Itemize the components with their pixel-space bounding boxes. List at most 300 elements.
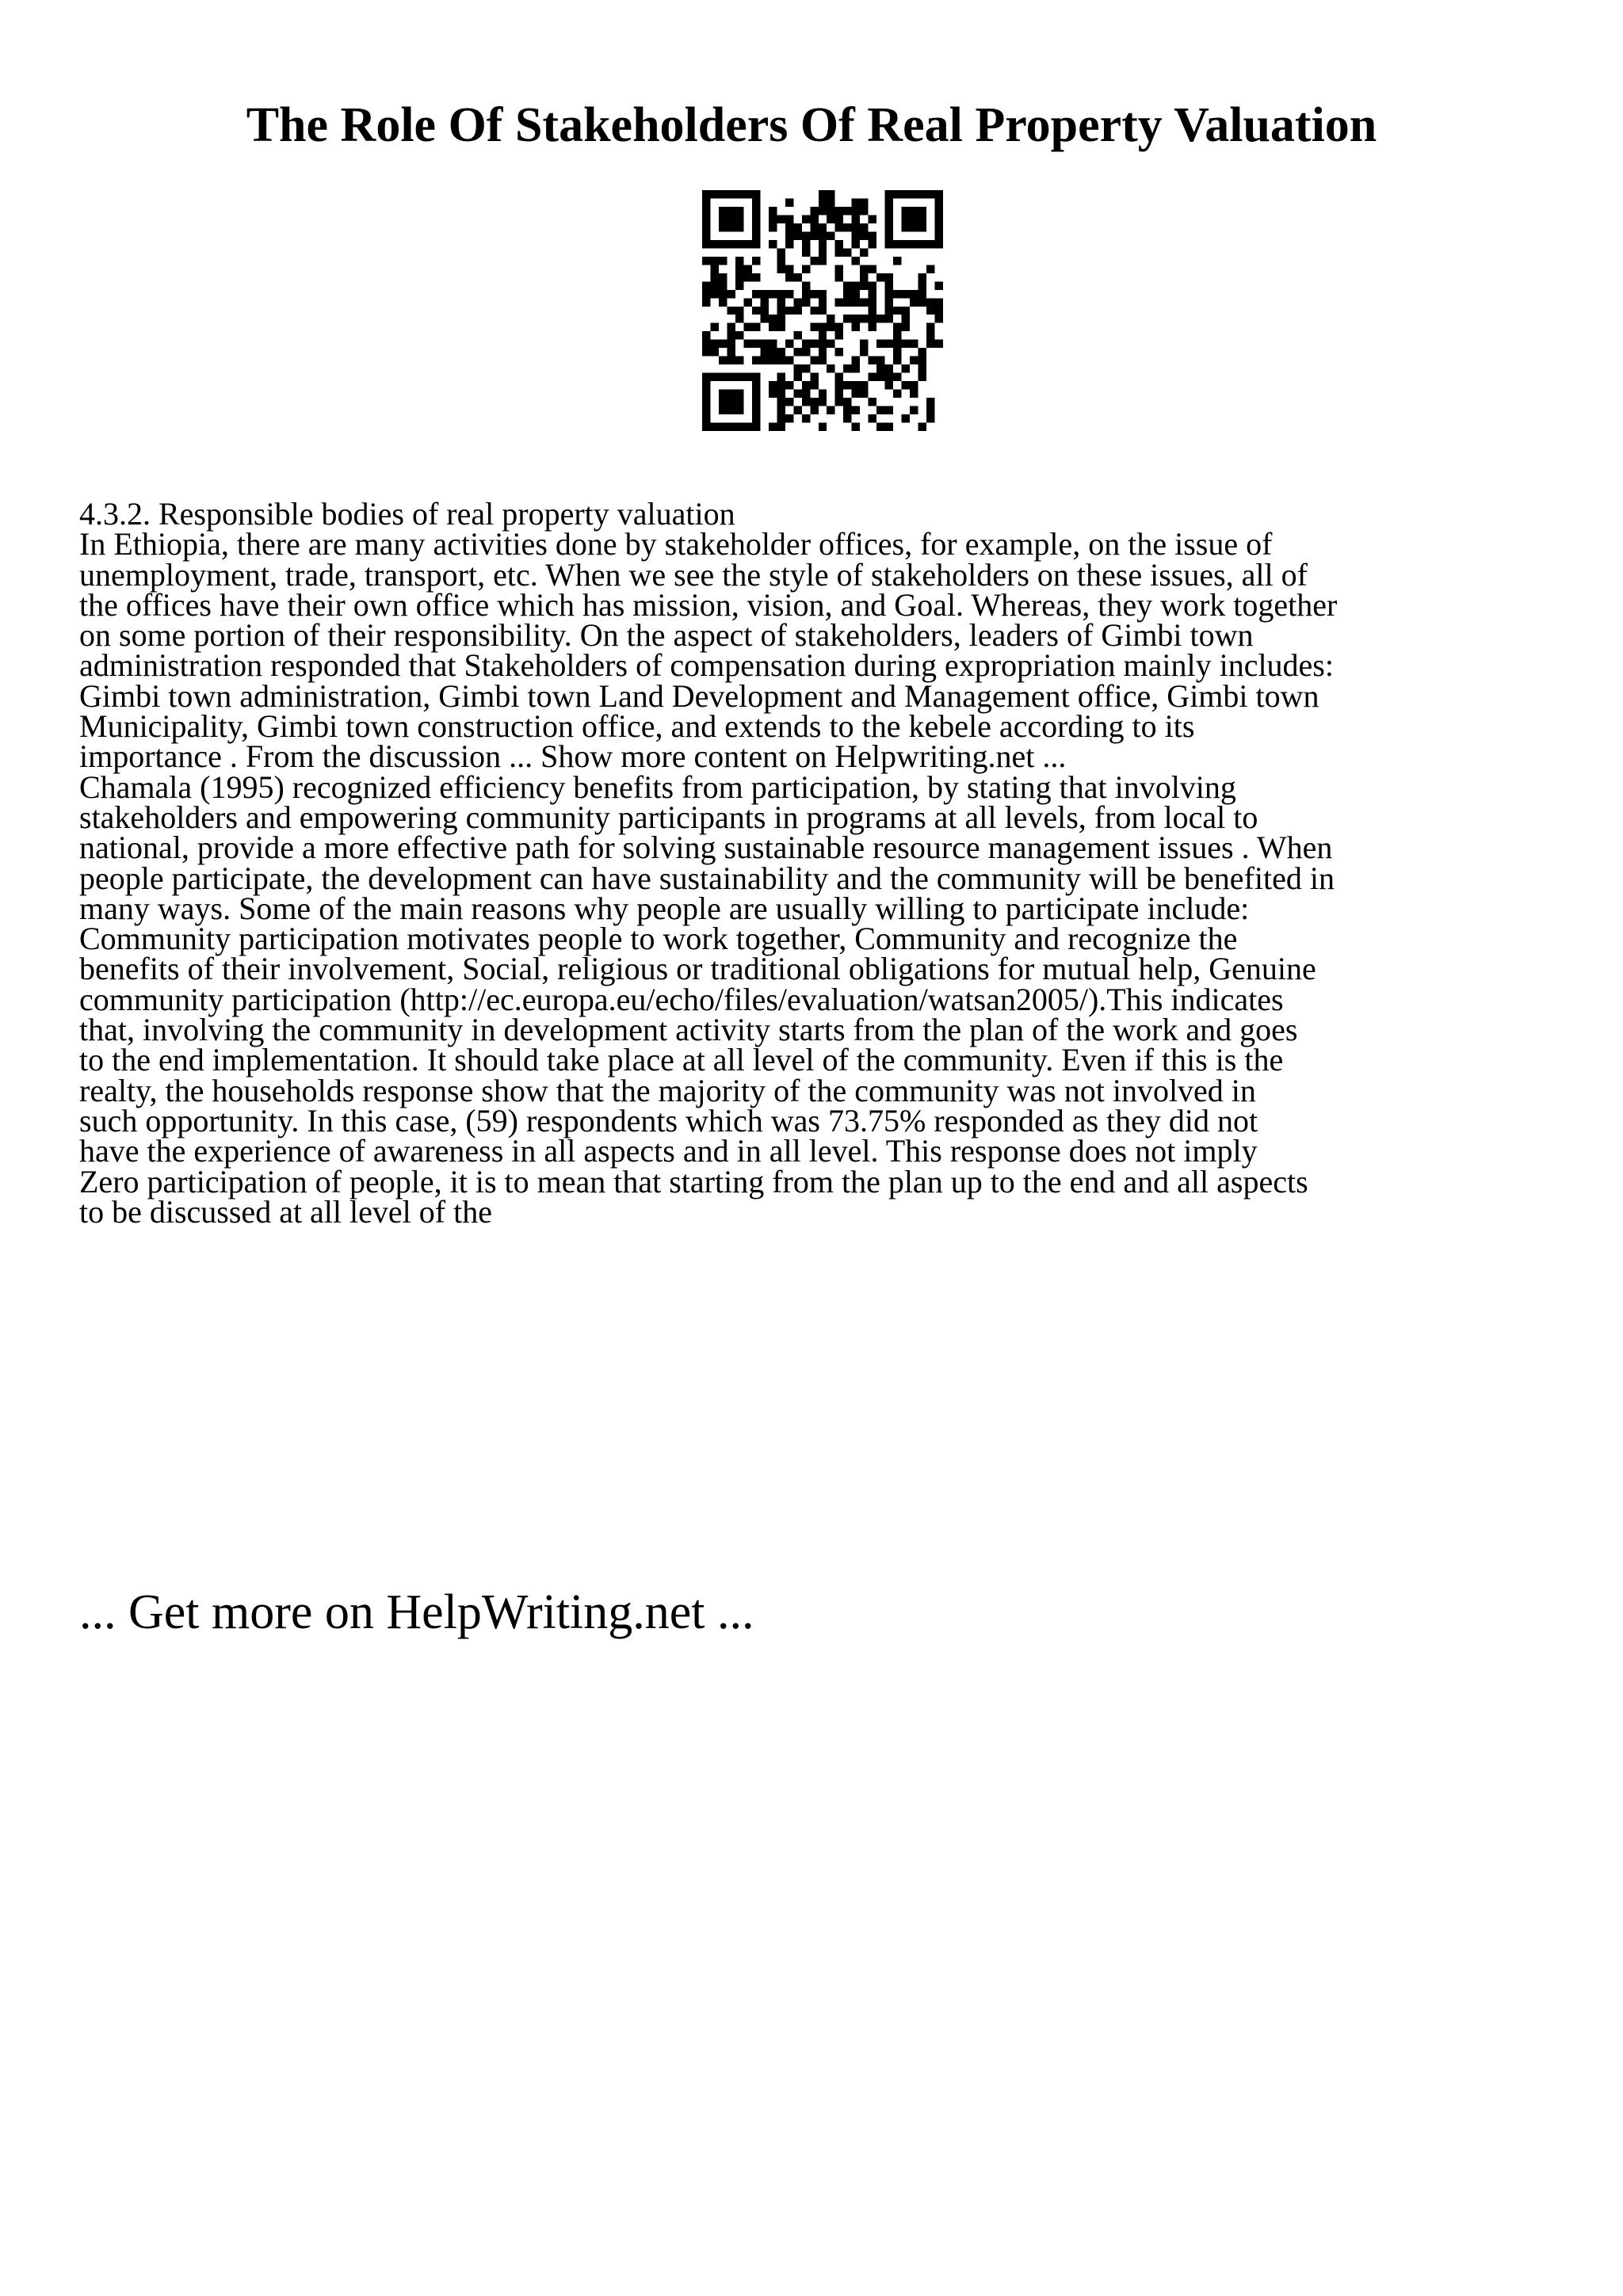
qr-module: [735, 307, 743, 315]
qr-module: [835, 390, 843, 398]
qr-module: [885, 373, 893, 381]
qr-module: [735, 223, 743, 231]
body-line: Chamala (1995) recognized efficiency benefits from participation, by stating that involving: [79, 769, 1236, 805]
qr-module: [843, 381, 851, 389]
qr-module: [802, 390, 810, 398]
qr-module: [727, 340, 735, 348]
qr-module: [902, 190, 910, 198]
qr-module: [926, 307, 934, 315]
qr-module: [860, 265, 868, 273]
qr-module: [810, 323, 818, 331]
body-line: the offices have their own office which has mission, vision, and Goal. Whereas, they work together: [79, 586, 1338, 623]
qr-module: [902, 414, 910, 422]
qr-module: [785, 215, 793, 223]
qr-module: [926, 190, 934, 198]
qr-module: [869, 357, 876, 364]
qr-module: [777, 398, 785, 406]
qr-module: [785, 398, 793, 406]
qr-module: [860, 381, 868, 389]
qr-module: [852, 423, 860, 431]
qr-module: [735, 207, 743, 215]
qr-module: [910, 406, 918, 414]
qr-module: [935, 281, 943, 289]
qr-module: [802, 248, 810, 256]
qr-module: [835, 331, 843, 339]
qr-module: [719, 340, 727, 348]
qr-module: [743, 340, 751, 348]
qr-module: [885, 364, 893, 372]
qr-module: [926, 265, 934, 273]
qr-module: [869, 315, 876, 322]
qr-module: [885, 381, 893, 389]
body-line: 4.3.2. Responsible bodies of real property valuation: [79, 496, 735, 532]
qr-module: [910, 381, 918, 389]
qr-module: [876, 315, 884, 322]
qr-module: [885, 406, 893, 414]
qr-module: [727, 223, 735, 231]
qr-module: [810, 357, 818, 364]
qr-module: [785, 414, 793, 422]
qr-module: [827, 215, 834, 223]
qr-module: [727, 390, 735, 398]
qr-module: [819, 398, 827, 406]
qr-module: [777, 357, 785, 364]
qr-module: [835, 348, 843, 356]
qr-module: [702, 281, 710, 289]
qr-module: [752, 340, 760, 348]
body-line: Community participation motivates people to work together, Community and recognize the: [79, 921, 1238, 957]
qr-module: [810, 231, 818, 239]
qr-module: [843, 248, 851, 256]
qr-module: [810, 290, 818, 298]
qr-module: [893, 331, 901, 339]
qr-module: [802, 340, 810, 348]
qr-module: [819, 390, 827, 398]
qr-module: [852, 198, 860, 206]
qr-module: [843, 364, 851, 372]
qr-module: [852, 281, 860, 289]
qr-module: [876, 273, 884, 281]
qr-module: [760, 315, 768, 322]
body-line: many ways. Some of the main reasons why people are usually willing to participate include:: [79, 890, 1250, 926]
qr-module: [810, 373, 818, 381]
qr-module: [760, 298, 768, 306]
qr-module: [843, 290, 851, 298]
qr-module: [710, 257, 718, 265]
qr-module: [752, 373, 760, 381]
qr-module: [843, 281, 851, 289]
qr-module: [935, 215, 943, 223]
qr-module: [785, 223, 793, 231]
qr-module: [777, 290, 785, 298]
qr-module: [735, 423, 743, 431]
qr-module: [860, 248, 868, 256]
qr-module: [819, 348, 827, 356]
body-line: national, provide a more effective path for solving sustainable resource management issues . When: [79, 830, 1333, 866]
qr-module: [793, 298, 801, 306]
qr-module: [852, 315, 860, 322]
qr-module: [719, 423, 727, 431]
qr-module: [702, 207, 710, 215]
body-line: realty, the households response show that the majority of the community was not involved in: [79, 1072, 1256, 1108]
qr-module: [719, 273, 727, 281]
qr-module: [769, 223, 777, 231]
qr-module: [926, 240, 934, 248]
qr-module: [752, 290, 760, 298]
qr-module: [777, 248, 785, 256]
qr-module: [743, 423, 751, 431]
qr-module: [727, 373, 735, 381]
body-line: on some portion of their responsibility. On the aspect of stakeholders, leaders of Gimbi town: [79, 617, 1254, 654]
qr-module: [885, 281, 893, 289]
body-line: unemployment, trade, transport, etc. When we see the style of stakeholders on these issues, all of: [79, 556, 1308, 593]
qr-module: [876, 423, 884, 431]
qr-module: [769, 323, 777, 331]
qr-module: [735, 315, 743, 322]
qr-module: [860, 340, 868, 348]
qr-module: [802, 414, 810, 422]
qr-module: [926, 298, 934, 306]
qr-module: [926, 323, 934, 331]
qr-module: [719, 257, 727, 265]
qr-module: [926, 406, 934, 414]
qr-module: [752, 190, 760, 198]
qr-module: [926, 414, 934, 422]
qr-module: [777, 423, 785, 431]
qr-module: [777, 414, 785, 422]
qr-module: [893, 323, 901, 331]
qr-module: [752, 398, 760, 406]
qr-module: [918, 348, 926, 356]
qr-module: [727, 307, 735, 315]
qr-module: [710, 348, 718, 356]
qr-module: [727, 323, 735, 331]
qr-module: [860, 298, 868, 306]
qr-module: [885, 190, 893, 198]
qr-module: [752, 357, 760, 364]
qr-module: [769, 423, 777, 431]
qr-module: [785, 240, 793, 248]
qr-module: [710, 281, 718, 289]
qr-module: [869, 307, 876, 315]
qr-module: [869, 323, 876, 331]
qr-module: [827, 406, 834, 414]
qr-module: [793, 331, 801, 339]
qr-module: [702, 423, 710, 431]
qr-module: [876, 340, 884, 348]
qr-module: [910, 207, 918, 215]
qr-module: [827, 231, 834, 239]
qr-module: [735, 357, 743, 364]
qr-module: [918, 240, 926, 248]
qr-module: [885, 290, 893, 298]
qr-module: [785, 307, 793, 315]
qr-module: [843, 406, 851, 414]
document-title: The Role Of Stakeholders Of Real Property Valuation: [246, 98, 1377, 152]
qr-module: [885, 273, 893, 281]
qr-module: [935, 240, 943, 248]
qr-module: [819, 307, 827, 315]
qr-module: [835, 381, 843, 389]
qr-module: [702, 406, 710, 414]
qr-module: [727, 398, 735, 406]
qr-module: [819, 231, 827, 239]
qr-module: [743, 265, 751, 273]
qr-module: [743, 273, 751, 281]
qr-module: [885, 198, 893, 206]
qr-module: [735, 240, 743, 248]
qr-module: [719, 207, 727, 215]
qr-module: [935, 223, 943, 231]
qr-module: [885, 223, 893, 231]
body-line: that, involving the community in development activity starts from the plan of the work and goes: [79, 1012, 1298, 1048]
qr-module: [835, 265, 843, 273]
qr-module: [902, 364, 910, 372]
qr-module: [860, 198, 868, 206]
qr-module: [735, 331, 743, 339]
qr-module: [835, 398, 843, 406]
qr-module: [777, 257, 785, 265]
qr-module: [918, 273, 926, 281]
qr-module: [785, 265, 793, 273]
qr-module: [885, 240, 893, 248]
qr-module: [860, 223, 868, 231]
qr-module: [727, 423, 735, 431]
qr-module: [719, 190, 727, 198]
qr-code: [702, 190, 943, 431]
qr-module: [852, 240, 860, 248]
qr-module: [735, 215, 743, 223]
qr-module: [702, 381, 710, 389]
qr-module: [835, 373, 843, 381]
qr-module: [710, 273, 718, 281]
qr-module: [810, 207, 818, 215]
qr-module: [752, 207, 760, 215]
qr-module: [710, 240, 718, 248]
qr-module: [935, 190, 943, 198]
qr-module: [752, 307, 760, 315]
qr-module: [902, 223, 910, 231]
body-line: importance . From the discussion ... Show more content on Helpwriting.net ...: [79, 738, 1067, 775]
qr-module: [777, 390, 785, 398]
qr-module: [869, 373, 876, 381]
qr-module: [835, 240, 843, 248]
qr-module: [893, 340, 901, 348]
qr-module: [743, 240, 751, 248]
qr-module: [793, 223, 801, 231]
qr-module: [885, 207, 893, 215]
qr-module: [719, 357, 727, 364]
qr-module: [802, 398, 810, 406]
qr-module: [710, 265, 718, 273]
qr-module: [893, 290, 901, 298]
qr-module: [860, 348, 868, 356]
qr-module: [710, 340, 718, 348]
qr-module: [869, 398, 876, 406]
qr-module: [843, 207, 851, 215]
qr-module: [752, 257, 760, 265]
qr-module: [819, 207, 827, 215]
qr-module: [769, 215, 777, 223]
qr-module: [802, 240, 810, 248]
qr-module: [827, 364, 834, 372]
qr-module: [835, 273, 843, 281]
qr-module: [843, 298, 851, 306]
body-line: such opportunity. In this case, (59) respondents which was 73.75% responded as they did not: [79, 1102, 1258, 1138]
qr-module: [918, 290, 926, 298]
qr-module: [769, 315, 777, 322]
qr-module: [835, 298, 843, 306]
qr-module: [869, 231, 876, 239]
qr-module: [735, 273, 743, 281]
qr-module: [710, 423, 718, 431]
qr-module: [719, 281, 727, 289]
body-line: administration responded that Stakeholders of compensation during expropriation mainly includes:: [79, 647, 1334, 684]
qr-module: [702, 348, 710, 356]
qr-module: [869, 265, 876, 273]
qr-module: [727, 357, 735, 364]
qr-module: [819, 323, 827, 331]
qr-module: [910, 357, 918, 364]
qr-module: [777, 265, 785, 273]
qr-module: [926, 340, 934, 348]
qr-module: [710, 373, 718, 381]
qr-module: [852, 231, 860, 239]
qr-module: [727, 290, 735, 298]
qr-module: [802, 215, 810, 223]
qr-module: [802, 281, 810, 289]
qr-module: [760, 290, 768, 298]
qr-module: [926, 398, 934, 406]
qr-module: [902, 240, 910, 248]
qr-module: [702, 398, 710, 406]
qr-module: [852, 257, 860, 265]
qr-module: [935, 340, 943, 348]
qr-module: [769, 390, 777, 398]
body-line: have the experience of awareness in all aspects and in all level. This response does not imply: [79, 1133, 1258, 1169]
qr-module: [918, 281, 926, 289]
qr-module: [743, 373, 751, 381]
qr-module: [785, 231, 793, 239]
qr-module: [702, 373, 710, 381]
qr-module: [810, 340, 818, 348]
qr-module: [810, 215, 818, 223]
qr-module: [777, 307, 785, 315]
qr-module: [702, 340, 710, 348]
qr-module: [760, 340, 768, 348]
qr-module: [935, 298, 943, 306]
qr-module: [860, 231, 868, 239]
qr-module: [727, 190, 735, 198]
qr-module: [727, 406, 735, 414]
qr-module: [910, 190, 918, 198]
qr-module: [785, 290, 793, 298]
qr-module: [935, 231, 943, 239]
qr-module: [735, 373, 743, 381]
qr-module: [719, 240, 727, 248]
qr-module: [852, 215, 860, 223]
qr-module: [702, 190, 710, 198]
qr-module: [869, 281, 876, 289]
qr-module: [702, 240, 710, 248]
qr-module: [869, 215, 876, 223]
qr-module: [802, 298, 810, 306]
qr-module: [702, 223, 710, 231]
qr-module: [819, 240, 827, 248]
qr-module: [819, 298, 827, 306]
qr-module: [793, 348, 801, 356]
qr-module: [885, 423, 893, 431]
qr-module: [793, 307, 801, 315]
qr-module: [752, 240, 760, 248]
qr-module: [852, 298, 860, 306]
qr-module: [710, 190, 718, 198]
qr-module: [752, 423, 760, 431]
qr-module: [769, 381, 777, 389]
qr-module: [835, 215, 843, 223]
qr-module: [910, 298, 918, 306]
qr-module: [860, 207, 868, 215]
qr-module: [735, 265, 743, 273]
qr-module: [885, 298, 893, 306]
qr-module: [910, 240, 918, 248]
qr-module: [710, 290, 718, 298]
qr-module: [918, 207, 926, 215]
qr-module: [918, 190, 926, 198]
qr-module: [827, 198, 834, 206]
qr-module: [893, 257, 901, 265]
body-line: Municipality, Gimbi town construction office, and extends to the kebele according to its: [79, 708, 1195, 745]
qr-module: [918, 423, 926, 431]
qr-module: [702, 257, 710, 265]
qr-module: [810, 223, 818, 231]
qr-module: [852, 323, 860, 331]
qr-module: [876, 357, 884, 364]
qr-module: [769, 207, 777, 215]
qr-module: [935, 307, 943, 315]
qr-module: [852, 390, 860, 398]
qr-module: [802, 265, 810, 273]
qr-module: [727, 207, 735, 215]
qr-module: [769, 290, 777, 298]
qr-module: [893, 307, 901, 315]
get-more-link[interactable]: ... Get more on HelpWriting.net ...: [79, 1585, 754, 1639]
qr-module: [743, 190, 751, 198]
qr-module: [785, 273, 793, 281]
qr-module: [852, 357, 860, 364]
qr-module: [918, 357, 926, 364]
qr-module: [752, 273, 760, 281]
qr-module: [793, 273, 801, 281]
qr-module: [910, 340, 918, 348]
qr-module: [852, 223, 860, 231]
qr-module: [793, 231, 801, 239]
qr-module: [702, 331, 710, 339]
qr-module: [843, 315, 851, 322]
qr-module: [819, 190, 827, 198]
qr-module: [702, 390, 710, 398]
qr-module: [752, 231, 760, 239]
qr-module: [902, 307, 910, 315]
qr-module: [885, 307, 893, 315]
qr-module: [918, 373, 926, 381]
qr-module: [793, 390, 801, 398]
qr-module: [835, 223, 843, 231]
body-line: stakeholders and empowering community participants in programs at all levels, from local to: [79, 799, 1258, 835]
qr-module: [810, 398, 818, 406]
qr-module: [876, 373, 884, 381]
qr-module: [769, 340, 777, 348]
